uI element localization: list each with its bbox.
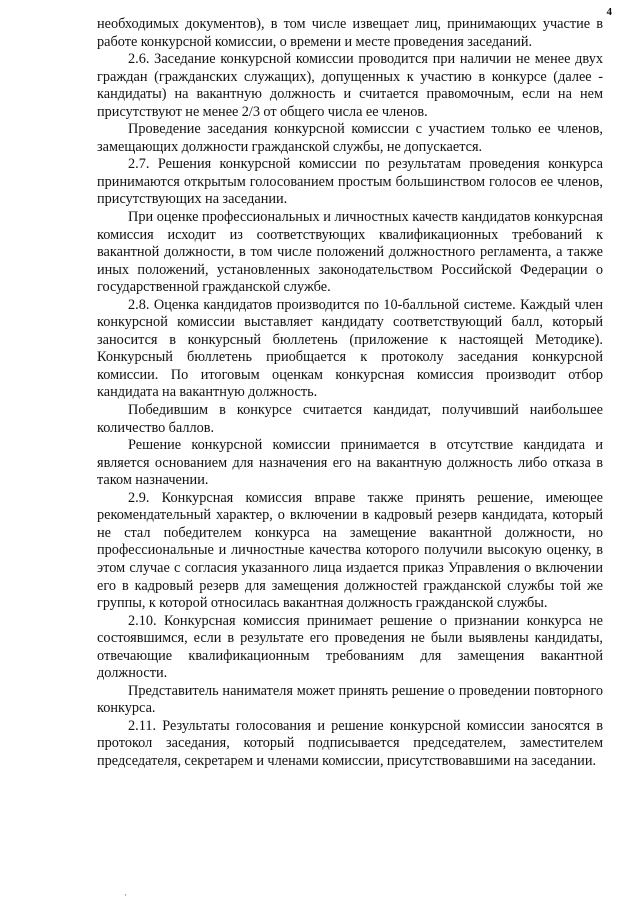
paragraph-2-9: 2.9. Конкурсная комиссия вправе также принять решение, имеющее рекомендательный характер, о включении в кадровый резерв кандидата, который не стал победителем конкурса на замещение вакантной должности, но профессиональные и личностные качества которого получили высокую оценку, в этом случае с согласия указанного лица издается приказ Управления о включении его в кадровый резерв для замещения должностей гражданской службы той же группы, к которой относилась вакантная должность гражданской службы. — [97, 489, 603, 612]
paragraph-winner: Победившим в конкурсе считается кандидат, получивший наибольшее количество баллов. — [97, 402, 603, 436]
paragraph-2-7: 2.7. Решения конкурсной комиссии по результатам проведения конкурса принимаются открытым голосованием простым большинством голосов ее членов, присутствующих на заседании. — [97, 156, 603, 208]
page-number: 4 — [606, 6, 612, 18]
document-body — [97, 16, 603, 771]
paragraph-repeat-contest: Представитель нанимателя может принять решение о проведении повторного конкурса. — [97, 682, 603, 717]
stray-mark: · — [124, 890, 127, 900]
paragraph-quorum-note: Проведение заседания конкурсной комиссии с участием только ее членов, замещающих должности гражданской службы, не допускается. — [97, 121, 603, 155]
paragraph-2-10: 2.10. Конкурсная комиссия принимает решение о признании конкурса не состоявшимся, если в результате его проведения не были выявлены кандидаты, отвечающие квалификационным требованиям для замещения вакантной должности. — [97, 612, 603, 682]
paragraph-2-6: 2.6. Заседание конкурсной комиссии проводится при наличии не менее двух граждан (гражданских служащих), допущенных к участию в конкурсе (далее - кандидаты) на вакантную должность и считается правомочным, если на нем присутствуют не менее 2/3 от общего числа ее членов. — [97, 51, 603, 120]
paragraph-decision-absence: Решение конкурсной комиссии принимается в отсутствие кандидата и является основанием для назначения его на вакантную должность либо отказа в таком назначении. — [97, 437, 603, 489]
paragraph-continuation: необходимых документов), в том числе извещает лиц, принимающих участие в работе конкурсной комиссии, о времени и месте проведения заседаний. — [97, 16, 603, 50]
paragraph-2-11: 2.11. Результаты голосования и решение конкурсной комиссии заносятся в протокол заседания, который подписывается председателем, заместителем председателя, секретарем и членами комиссии, присутствовавшими на заседании. — [97, 717, 603, 769]
paragraph-2-8: 2.8. Оценка кандидатов производится по 10-балльной системе. Каждый член конкурсной комиссии выставляет кандидату соответствующий балл, который заносится в конкурсный бюллетень (приложение к настоящей Методике). Конкурсный бюллетень приобщается к протоколу заседания конкурсной комиссии. По итоговым оценкам конкурсная комиссия производит отбор кандидата на вакантную должность. — [97, 296, 603, 401]
paragraph-assessment-basis: При оценке профессиональных и личностных качеств кандидатов конкурсная комиссия исходит из соответствующих квалификационных требований к вакантной должности, в том числе положений должностного регламента, а также иных положений, установленных законодательством Российской Федерации о государственной гражданской службе. — [97, 209, 603, 296]
